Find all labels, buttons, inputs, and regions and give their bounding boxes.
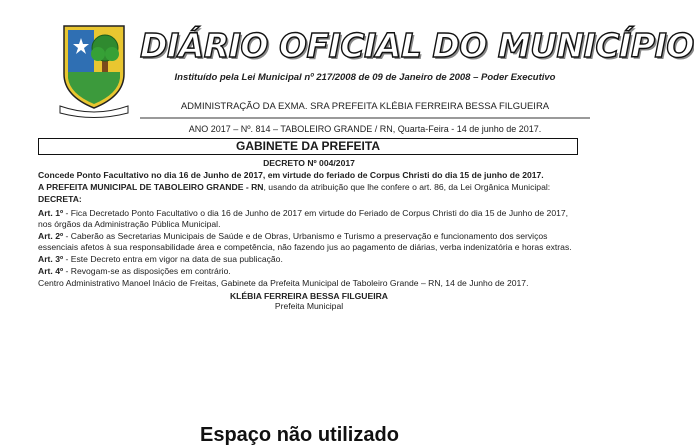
- preamble-bold: A PREFEITA MUNICIPAL DE TABOLEIRO GRANDE - RN: [38, 182, 264, 193]
- article-2: [38, 231, 580, 252]
- section-title: GABINETE DA PREFEITA: [38, 138, 578, 155]
- article-4: [38, 266, 580, 277]
- decree-preamble: [38, 182, 580, 193]
- decreta-label: DECRETA:: [38, 194, 82, 205]
- closing-text: Centro Administrativo Manoel Inácio de Freitas, Gabinete da Prefeita Municipal de Taboleiro Grande – RN, 14 de Junho de 2017.: [38, 277, 529, 288]
- signer-name: KLÉBIA FERREIRA BESSA FILGUEIRA: [229, 290, 389, 301]
- header-divider: [140, 117, 590, 119]
- decree-number: DECRETO Nº 004/2017: [263, 158, 355, 168]
- administration-line: ADMINISTRAÇÃO DA EXMA. SRA PREFEITA KLÉBIA FERREIRA BESSA FILGUEIRA: [180, 101, 550, 112]
- article-label: Art. 2º: [38, 231, 64, 242]
- article-1: [38, 208, 580, 229]
- article-text: - Revogam-se as disposições em contrário.: [63, 265, 231, 276]
- article-label: Art. 1º: [38, 208, 64, 219]
- issue-info: ANO 2017 – Nº. 814 – TABOLEIRO GRANDE / RN, Quarta-Feira - 14 de junho de 2017.: [188, 124, 542, 134]
- article-label: Art. 4º: [38, 265, 64, 276]
- article-text: - Caberão as Secretarias Municipais de Saúde e de Obras, Urbanismo e Turismo a preservação e funcionamento dos serviços essenciais afetos à sua responsabilidade área e competência, não fazendo jus ao pagamento de diárias, verba indenizatória e horas extras.: [38, 231, 572, 252]
- article-text: - Este Decreto entra em vigor na data de sua publicação.: [63, 253, 283, 264]
- article-label: Art. 3º: [38, 253, 64, 264]
- unused-space-heading: Espaço não utilizado: [200, 424, 399, 446]
- preamble-rest: , usando da atribuição que lhe confere o art. 86, da Lei Orgânica Municipal:: [263, 182, 551, 193]
- municipal-coat-of-arms: [58, 22, 130, 118]
- masthead-subtitle: Instituído pela Lei Municipal nº 217/2008 de 09 de Janeiro de 2008 – Poder Executivo: [174, 72, 556, 83]
- decree-body: [38, 158, 580, 312]
- decree-summary: Concede Ponto Facultativo no dia 16 de Junho de 2017, em virtude do feriado de Corpus Christi do dia 15 de junho de 2017.: [38, 170, 544, 181]
- article-3: [38, 254, 580, 265]
- article-text: - Fica Decretado Ponto Facultativo o dia 16 de Junho de 2017 em virtude do Feriado de Corpus Christi do dia 15 de Junho de 2017, nos órgãos da Administração Pública Municipal.: [38, 208, 569, 229]
- newspaper-masthead: DIÁRIO OFICIAL DO MUNICÍPIO: [140, 26, 694, 65]
- signer-title: Prefeita Municipal: [274, 301, 344, 312]
